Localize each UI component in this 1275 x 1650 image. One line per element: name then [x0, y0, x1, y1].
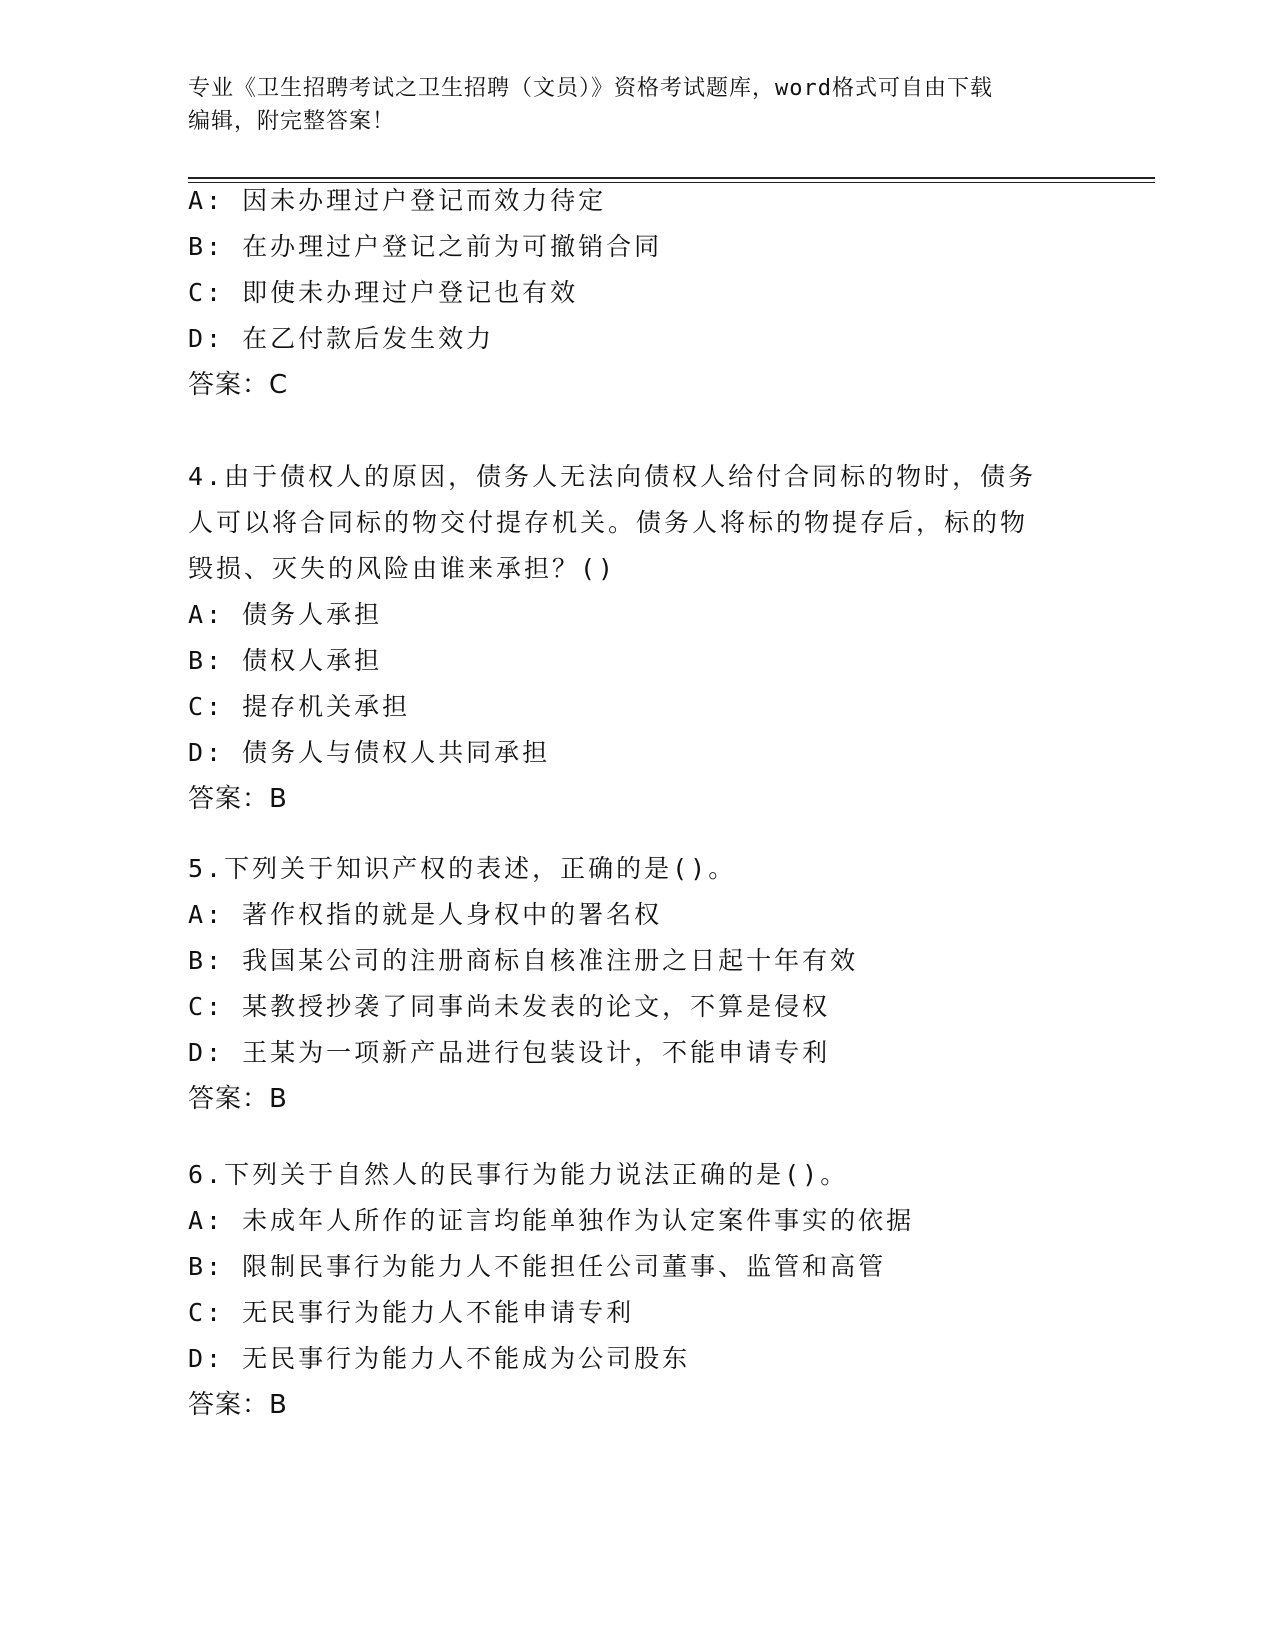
question-text-line: 毁损、灭失的风险由谁来承担？() [188, 554, 617, 583]
option-d: D: 债务人与债权人共同承担 [188, 738, 551, 767]
option-c: C: 提存机关承担 [188, 692, 411, 721]
question-text-line: 5.下列关于知识产权的表述，正确的是()。 [188, 854, 737, 883]
option-d: D: 无民事行为能力人不能成为公司股东 [188, 1344, 691, 1373]
question-text-line: 6.下列关于自然人的民事行为能力说法正确的是()。 [188, 1160, 849, 1189]
option-b: B: 债权人承担 [188, 646, 383, 675]
question-text-line: 4.由于债权人的原因，债务人无法向债权人给付合同标的物时，债务 [188, 462, 1037, 491]
option-d: D: 王某为一项新产品进行包装设计，不能申请专利 [188, 1038, 831, 1067]
header-line-2: 编辑，附完整答案！ [188, 109, 396, 134]
answer-line: 答案：B [188, 784, 288, 814]
question-5 [188, 846, 1088, 1122]
answer-line: 答案：B [188, 1390, 288, 1420]
answer-line: 答案：C [188, 370, 289, 400]
option-a: A: 因未办理过户登记而效力待定 [188, 186, 607, 215]
option-c: C: 无民事行为能力人不能申请专利 [188, 1298, 635, 1327]
option-c: C: 某教授抄袭了同事尚未发表的论文，不算是侵权 [188, 992, 831, 1021]
option-a: A: 著作权指的就是人身权中的署名权 [188, 900, 663, 929]
option-c: C: 即使未办理过户登记也有效 [188, 278, 579, 307]
question-6 [188, 1152, 1088, 1428]
option-a: A: 债务人承担 [188, 600, 383, 629]
option-b: B: 限制民事行为能力人不能担任公司董事、监管和高管 [188, 1252, 887, 1281]
question-4 [188, 454, 1088, 822]
question-text-line: 人可以将合同标的物交付提存机关。债务人将标的物提存后，标的物 [188, 508, 1029, 537]
answer-line: 答案：B [188, 1084, 288, 1114]
option-b: B: 我国某公司的注册商标自核准注册之日起十年有效 [188, 946, 859, 975]
option-d: D: 在乙付款后发生效力 [188, 324, 495, 353]
question-3 [188, 178, 1088, 408]
option-a: A: 未成年人所作的证言均能单独作为认定案件事实的依据 [188, 1206, 915, 1235]
document-header [188, 72, 1088, 138]
header-line-1: 专业《卫生招聘考试之卫生招聘（文员）》资格考试题库，word格式可自由下载 [188, 76, 993, 101]
option-b: B: 在办理过户登记之前为可撤销合同 [188, 232, 663, 261]
